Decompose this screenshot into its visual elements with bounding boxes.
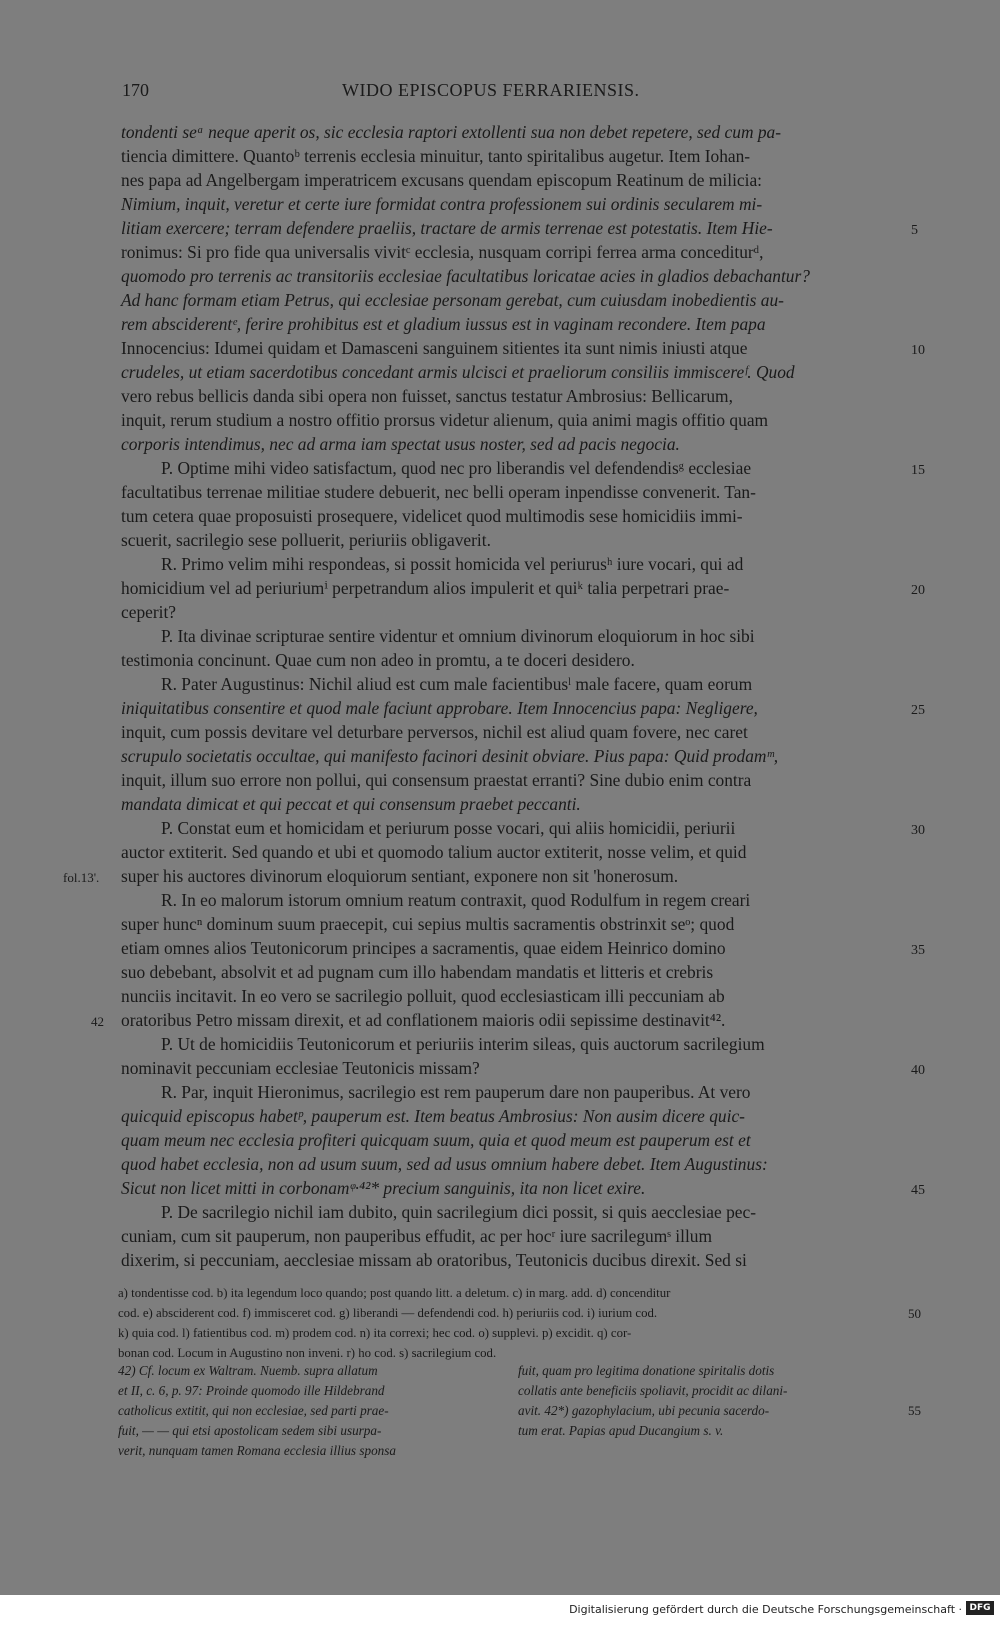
main-text-block — [63, 120, 925, 1272]
text-line-content: vero rebus bellicis danda sibi opera non fuisset, sanctus testatur Ambrosius: Bellicarum, — [121, 386, 733, 406]
text-line — [121, 792, 901, 816]
text-line-content: super huncⁿ dominum suum praecepit, cui sepius multis sacramentis obstrinxit seᵒ; quod — [121, 914, 735, 934]
line-number: 5 — [911, 223, 918, 238]
text-line — [121, 408, 901, 432]
apparatus-line-content: a) tondentisse cod. b) ita legendum loco quando; post quando litt. a deletum. c) in marg. add. d) concenditur — [118, 1286, 671, 1300]
text-line — [121, 168, 901, 192]
text-line — [121, 600, 901, 624]
text-line-content: P. Ut de homicidiis Teutonicorum et periuriis interim sileas, quis auctorum sacrilegium — [161, 1034, 765, 1054]
text-line-content: ceperit? — [121, 602, 177, 622]
line-number: 35 — [911, 943, 925, 958]
text-line — [121, 576, 925, 600]
running-head: WIDO EPISCOPUS FERRARIENSIS. — [342, 80, 640, 100]
notes-right-column — [518, 1361, 903, 1461]
margin-note: fol.13'. — [63, 870, 100, 885]
text-line-content: Ad hanc formam etiam Petrus, qui ecclesiae personam gerebat, cum cuiusdam inobedientis au- — [121, 290, 784, 310]
text-line — [121, 216, 918, 240]
apparatus-line-content: bonan cod. Locum in Augustino non inveni. r) ho cod. s) sacrilegium cod. — [118, 1346, 497, 1360]
text-line — [121, 1224, 901, 1248]
text-line-content: super his auctores divinorum eloquiorum sentiant, exponere non sit 'honerosum. — [121, 866, 679, 886]
dfg-logo: DFG — [966, 1601, 994, 1615]
text-line-content: Innocencius: Idumei quidam et Damasceni sanguinem sitientes ita sunt nimis iniusti atque — [121, 338, 748, 358]
text-line-content: R. In eo malorum istorum omnium reatum contraxit, quod Rodulfum in regem creari — [161, 890, 751, 910]
text-line-content: ronimus: Si pro fide qua universalis vivitᶜ ecclesia, nusquam corripi ferrea arma concediturᵈ, — [121, 242, 764, 262]
text-line-content: quomodo pro terrenis ac transitoriis ecclesiae facultatibus loricatae acies in gladios debachantur? — [121, 266, 810, 286]
text-line-content: cuniam, cum sit pauperum, non pauperibus effudit, ac per hocʳ iure sacrilegumˢ illum — [121, 1226, 713, 1246]
text-line-content: auctor extiterit. Sed quando et ubi et quomodo talium auctor extiterit, nosse velim, et quid — [121, 842, 747, 862]
note-line: avit. 42*) gazophylacium, ubi pecunia sacerdo- — [518, 1403, 770, 1418]
note-line: verit, nunquam tamen Romana ecclesia illius sponsa — [118, 1443, 396, 1458]
text-line-content: litiam exercere; terram defendere praeliis, tractare de armis terrenae est potestatis. Item Hie- — [121, 218, 773, 238]
text-line — [121, 960, 901, 984]
text-line-content: dixerim, si peccuniam, aecclesiae missam ab oratoribus, Teutonicis ducibus direxit. Sed si — [121, 1250, 747, 1270]
text-line-content: R. Par, inquit Hieronimus, sacrilegio est rem pauperum dare non pauperibus. At vero — [161, 1082, 751, 1102]
text-line — [121, 672, 901, 696]
text-line-content: P. De sacrilegio nichil iam dubito, quin sacrilegium dici possit, si quis aecclesiae pec- — [161, 1202, 756, 1222]
digitization-footer — [0, 1595, 1000, 1629]
apparatus-line-content: k) quia cod. l) fatientibus cod. m) prodem cod. n) ita correxi; hec cod. o) supplevi. p) excidit. q) cor- — [118, 1326, 632, 1340]
apparatus-line — [118, 1303, 921, 1323]
note-line: et II, c. 6, p. 97: Proinde quomodo ille Hildebrand — [118, 1383, 385, 1398]
text-line-content: tondenti seᵃ neque aperit os, sic ecclesia raptori extollenti sua non debet repetere, sed cum pa- — [121, 122, 782, 142]
text-line — [121, 384, 901, 408]
apparatus-line-content: cod. e) absciderent cod. f) immisceret cod. g) liberandi — defendendi cod. h) periuriis cod. i) iurium cod. — [118, 1306, 658, 1320]
text-line — [121, 456, 925, 480]
text-line — [91, 1008, 901, 1032]
text-line-content: facultatibus terrenae militiae studere debuerit, nec belli operam inpendisse convenerit. Tan- — [121, 482, 756, 502]
text-line-content: Sicut non licet mitti in corbonamᵠ·⁴²* precium sanguinis, ita non licet exire. — [121, 1178, 646, 1198]
line-number: 30 — [911, 823, 925, 838]
text-line — [121, 1248, 901, 1272]
text-line — [121, 1176, 925, 1200]
text-line — [121, 288, 901, 312]
text-line — [121, 360, 901, 384]
text-line-content: quam meum nec ecclesia profiteri quicquam suum, quia et quod meum est pauperum est et — [121, 1130, 751, 1150]
text-line-content: corporis intendimus, nec ad arma iam spectat usus noster, sed ad pacis negocia. — [121, 434, 680, 454]
text-line-content: inquit, illum suo errore non pollui, qui consensum praestat erranti? Sine dubio enim contra — [121, 770, 752, 790]
text-line — [121, 1152, 901, 1176]
text-line-content: P. Ita divinae scripturae sentire videntur et omnium divinorum eloquiorum in hoc sibi — [161, 626, 755, 646]
text-line — [121, 264, 901, 288]
historical-notes — [118, 1361, 921, 1501]
text-line-content: scrupulo societatis occultae, qui manifesto facinori desinit obviare. Pius papa: Quid prodamᵐ, — [121, 746, 779, 766]
text-line-content: suo debebant, absolvit et ad pugnam cum illo habendam mandatis et litteris et crebris — [121, 962, 714, 982]
line-number: 40 — [911, 1063, 925, 1078]
text-line — [121, 480, 901, 504]
line-number: 55 — [908, 1403, 921, 1418]
text-line-content: crudeles, ut etiam sacerdotibus concedant armis ulcisci et praeliorum consiliis immiscereᶠ. Quod — [121, 362, 795, 382]
margin-note: 42 — [91, 1014, 104, 1029]
page-header — [122, 80, 900, 106]
text-line-content: Nimium, inquit, veretur et certe iure formidat contra professionem sui ordinis secularem mi- — [121, 194, 763, 214]
text-line-content: nominavit peccuniam ecclesiae Teutonicis missam? — [121, 1058, 480, 1078]
page-number: 170 — [122, 80, 149, 100]
text-line — [121, 192, 901, 216]
text-line-content: quicquid episcopus habetᵖ, pauperum est. Item beatus Ambrosius: Non ausim dicere quic- — [121, 1106, 745, 1126]
text-line — [121, 696, 925, 720]
text-line — [121, 1032, 901, 1056]
apparatus-line — [118, 1283, 902, 1303]
text-line — [121, 240, 901, 264]
text-line-content: inquit, cum possis devitare vel deturbare perversos, nichil est aliud quam fovere, nec caret — [121, 722, 748, 742]
text-line — [121, 1200, 901, 1224]
text-line-content: nunciis incitavit. In eo vero se sacrilegio polluit, quod ecclesiasticam illi peccuniam ab — [121, 986, 725, 1006]
text-line — [121, 144, 901, 168]
text-line — [121, 432, 901, 456]
text-line-content: quod habet ecclesia, non ad usum suum, sed ad usus omnium habere debet. Item Augustinus: — [121, 1154, 768, 1174]
text-line-content: homicidium vel ad periuriumⁱ perpetrandum alios impulerit et quiᵏ talia perpetrari prae- — [121, 578, 730, 598]
text-line — [63, 864, 901, 888]
critical-apparatus — [118, 1283, 921, 1363]
note-line: tum erat. Papias apud Ducangium s. v. — [518, 1423, 724, 1438]
note-line: collatis ante beneficiis spoliavit, procidit ac dilani- — [518, 1383, 788, 1398]
line-number: 15 — [911, 463, 925, 478]
line-number: 25 — [911, 703, 925, 718]
text-line-content: inquit, rerum studium a nostro offitio prorsus videtur alienum, quia animi magis offitio quam — [121, 410, 769, 430]
text-line-content: scuerit, sacrilegio sese polluerit, periuriis obligaverit. — [121, 530, 491, 550]
text-line-content: P. Optime mihi video satisfactum, quod nec pro liberandis vel defendendisᵍ ecclesiae — [161, 458, 752, 478]
text-line — [121, 528, 901, 552]
text-line-content: iniquitatibus consentire et quod male faciunt approbare. Item Innocencius papa: Negligere, — [121, 698, 758, 718]
text-line — [121, 624, 901, 648]
text-line-content: etiam omnes alios Teutonicorum principes a sacramentis, quae eidem Heinrico domino — [121, 938, 726, 958]
note-line: fuit, quam pro legitima donatione spiritalis dotis — [518, 1363, 775, 1378]
text-line — [121, 312, 901, 336]
text-line-content: tum cetera quae proposuisti prosequere, videlicet quod multimodis sese homicidiis immi- — [121, 506, 743, 526]
text-line — [121, 648, 901, 672]
notes-left-column — [118, 1361, 503, 1461]
text-line — [121, 1080, 901, 1104]
apparatus-line — [118, 1323, 902, 1343]
text-line — [121, 336, 925, 360]
text-line — [121, 840, 901, 864]
text-line-content: mandata dimicat et qui peccat et qui consensum praebet peccanti. — [121, 794, 581, 814]
text-line-content: tiencia dimittere. Quantoᵇ terrenis ecclesia minuitur, tanto spiritalibus augetur. Item Iohan- — [121, 146, 751, 166]
text-line — [121, 984, 901, 1008]
text-line-content: nes papa ad Angelbergam imperatricem excusans quendam episcopum Reatinum de milicia: — [121, 170, 762, 190]
line-number: 10 — [911, 343, 925, 358]
text-line — [121, 504, 901, 528]
text-line-content: R. Primo velim mihi respondeas, si possit homicida vel periurusʰ iure vocari, qui ad — [161, 554, 744, 574]
text-line — [121, 1128, 901, 1152]
line-number: 20 — [911, 583, 925, 598]
note-line — [518, 1441, 903, 1461]
text-line — [121, 768, 901, 792]
text-line — [121, 1056, 925, 1080]
text-line — [121, 888, 901, 912]
text-line — [121, 720, 901, 744]
text-line-content: testimonia concinunt. Quae cum non adeo in promtu, a te doceri desidero. — [121, 650, 635, 670]
funding-credit: Digitalisierung gefördert durch die Deutsche Forschungsgemeinschaft · — [569, 1603, 962, 1616]
line-number: 50 — [908, 1306, 921, 1321]
text-line-content: R. Pater Augustinus: Nichil aliud est cum male facientibusˡ male facere, quam eorum — [161, 674, 753, 694]
text-line — [121, 744, 901, 768]
text-line-content: P. Constat eum et homicidam et periurum posse vocari, qui aliis homicidii, periurii — [161, 818, 736, 838]
text-line-content: oratoribus Petro missam direxit, et ad conflationem maioris odii sepissime destinavit⁴². — [121, 1010, 726, 1030]
text-line — [121, 552, 901, 576]
text-line — [121, 120, 901, 144]
note-line: 42) Cf. locum ex Waltram. Nuemb. supra allatum — [118, 1363, 378, 1378]
text-line — [121, 816, 925, 840]
note-line: catholicus extitit, qui non ecclesiae, sed parti prae- — [118, 1403, 389, 1418]
line-number: 45 — [911, 1183, 925, 1198]
note-line: fuit, — — qui etsi apostolicam sedem sibi usurpa- — [118, 1423, 382, 1438]
apparatus-line — [118, 1343, 902, 1363]
text-line — [121, 1104, 901, 1128]
text-line — [121, 936, 925, 960]
text-line — [121, 912, 901, 936]
text-line-content: rem absciderentᵉ, ferire prohibitus est et gladium iussus est in vaginam recondere. Item papa — [121, 314, 766, 334]
